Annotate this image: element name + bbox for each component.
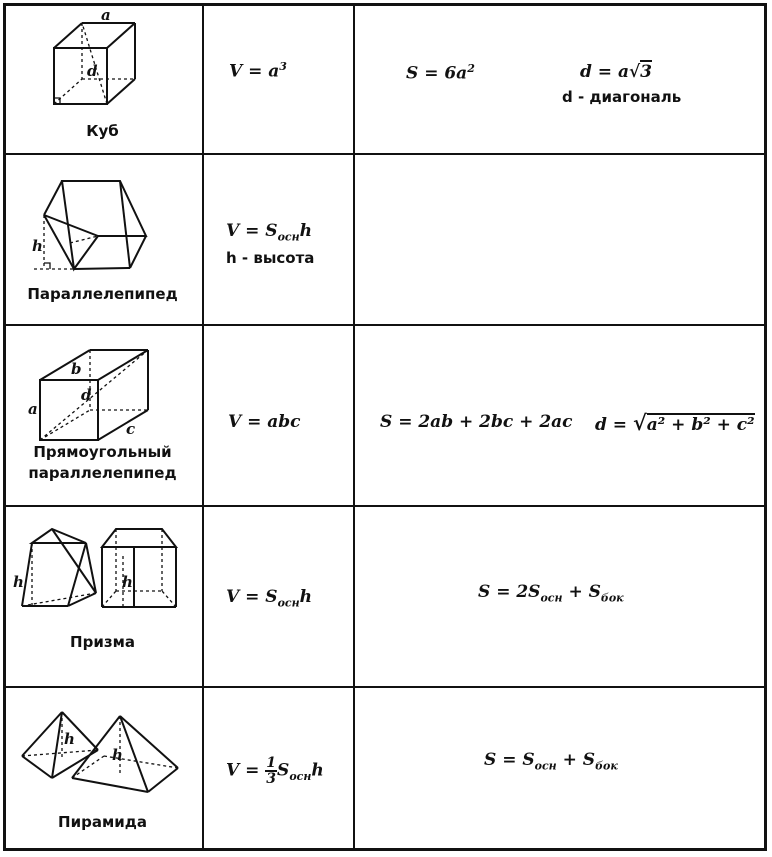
parallelepiped-volume-formula	[226, 221, 312, 243]
pyramid-fraction-denominator: 3	[266, 771, 277, 787]
prism-area-sub2: бок	[600, 591, 624, 605]
parallelepiped-volume-sub: осн	[277, 230, 300, 244]
cube-diagonal-root: 3	[640, 62, 653, 82]
prism-volume-tail: h	[299, 587, 312, 607]
pyramid-volume-formula	[226, 756, 324, 786]
pyramid-name: Пирамида	[58, 813, 147, 831]
cube-volume-formula	[229, 60, 287, 82]
pyramid-figure	[10, 708, 200, 808]
row-pyramid	[0, 688, 772, 851]
cube-edge-a-label: a	[101, 8, 111, 24]
cube-area-formula	[406, 62, 475, 84]
rect-edge-a-label: a	[28, 400, 38, 418]
rect-parallelepiped-name-line2: параллелепипед	[28, 464, 177, 482]
prism-oblique-height-label: h	[13, 573, 24, 591]
prism-volume-sub: осн	[277, 596, 300, 610]
prism-area-text: S = 2S	[478, 582, 541, 602]
pyramid-large-height-label: h	[112, 746, 123, 764]
pyramid-fraction-numerator: 1	[266, 755, 277, 771]
rect-volume-formula: V = abc	[228, 412, 301, 432]
pyramid-volume-S: S	[277, 760, 290, 781]
rect-area-formula: S = 2ab + 2bc + 2ac	[380, 412, 573, 432]
rect-diagonal-text: d =	[595, 415, 633, 435]
prism-area-mid: + S	[562, 582, 601, 602]
parallelepiped-volume-tail: h	[299, 221, 312, 241]
parallelepiped-height-label: h	[32, 237, 43, 255]
row-parallelepiped	[0, 155, 772, 324]
pyramid-volume-tail: h	[311, 760, 324, 781]
cube-volume-exp: 3	[279, 60, 287, 73]
cube-diagonal-text: d = a	[580, 62, 629, 82]
rect-diagonal-formula: d = √a² + b² + c²	[595, 410, 755, 435]
cube-area-exp: 2	[467, 62, 475, 75]
row-cube	[0, 0, 772, 153]
cube-diagonal-formula: d = a√3	[580, 62, 653, 82]
pyramid-small-height-label: h	[64, 730, 75, 748]
cube-diagonal-d-label: d	[87, 62, 98, 80]
rect-parallelepiped-figure	[10, 342, 200, 442]
cube-area-text: S = 6a	[406, 63, 468, 84]
pyramid-volume-text: V =	[226, 760, 266, 781]
rect-diagonal-d-label: d	[81, 386, 92, 404]
row-rect-parallelepiped	[0, 326, 772, 505]
pyramid-volume-fraction	[265, 756, 277, 786]
cube-volume-text: V = a	[229, 61, 280, 82]
pyramid-area-mid: + S	[556, 750, 596, 770]
parallelepiped-volume-text: V = S	[226, 221, 278, 241]
cube-diagonal-note: d - диагональ	[562, 88, 682, 106]
prism-volume-formula	[226, 587, 312, 609]
parallelepiped-figure	[10, 173, 200, 273]
prism-figure	[10, 521, 200, 621]
prism-area-sub: осн	[540, 591, 563, 605]
prism-volume-text: V = S	[226, 587, 278, 607]
rect-edge-c-label: c	[126, 420, 136, 438]
parallelepiped-height-note: h - высота	[226, 249, 315, 267]
pyramid-area-sub: осн	[534, 759, 557, 773]
rect-parallelepiped-name-line1: Прямоугольный	[33, 443, 172, 461]
prism-right-height-label: h	[122, 573, 133, 591]
rect-diagonal-root: a² + b² + c²	[646, 415, 755, 435]
cube-name: Куб	[86, 122, 119, 140]
row-prism	[0, 507, 772, 686]
prism-name: Призма	[70, 633, 135, 651]
cube-figure	[10, 8, 200, 118]
pyramid-area-sub2: бок	[595, 759, 618, 773]
prism-area-formula	[478, 582, 624, 604]
pyramid-area-text: S = S	[484, 750, 535, 770]
parallelepiped-name: Параллелепипед	[27, 285, 178, 303]
rect-edge-b-label: b	[71, 360, 82, 378]
pyramid-area-formula	[484, 750, 618, 772]
pyramid-volume-sub: осн	[289, 769, 312, 783]
